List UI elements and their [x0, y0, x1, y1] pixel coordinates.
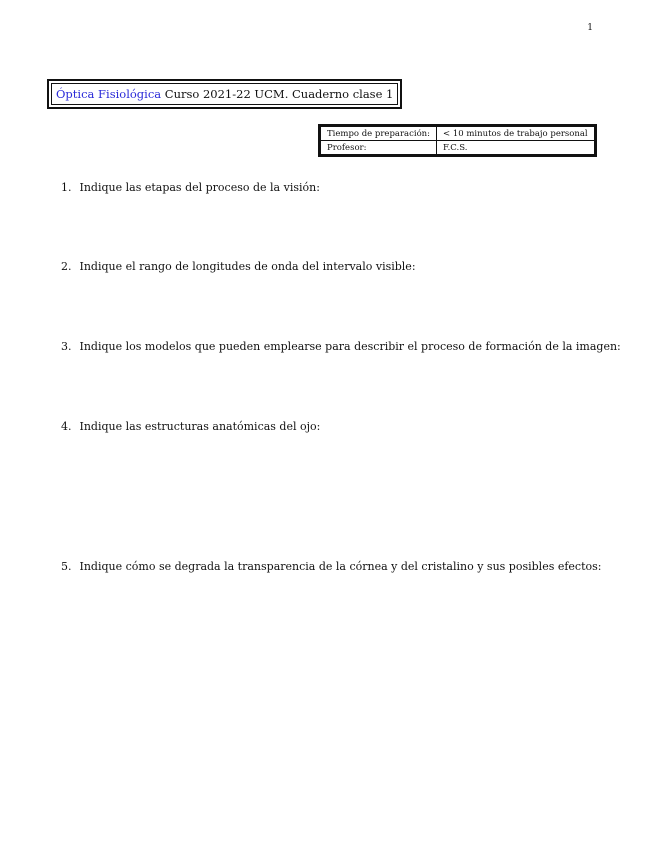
question-text: Indique el rango de longitudes de onda del intervalo visible: [79, 260, 416, 273]
question-2 [61, 260, 416, 274]
question-text: Indique los modelos que pueden emplearse para describir el proceso de formación de la imagen: [79, 340, 621, 353]
question-number: 1. [61, 181, 72, 194]
course-subtitle: Curso 2021-22 UCM. Cuaderno clase 1 [164, 87, 394, 101]
question-text: Indique cómo se degrada la transparencia de la córnea y del cristalino y sus posibles efectos: [79, 560, 602, 573]
question-number: 5. [61, 560, 72, 573]
course-title [51, 83, 398, 105]
question-text: Indique las estructuras anatómicas del ojo: [79, 420, 321, 433]
question-3 [61, 340, 621, 354]
course-title-box [47, 79, 402, 109]
info-row-professor [320, 141, 596, 156]
info-label: Profesor: [320, 141, 437, 156]
page-number: 1 [587, 23, 593, 33]
question-4 [61, 420, 320, 434]
question-number: 2. [61, 260, 72, 273]
course-name-link[interactable]: Óptica Fisiológica [56, 87, 162, 101]
question-number: 4. [61, 420, 72, 433]
info-label: Tiempo de preparación: [320, 126, 437, 141]
info-row-preparation-time [320, 126, 596, 141]
question-5 [61, 560, 602, 574]
question-number: 3. [61, 340, 72, 353]
info-table [318, 124, 597, 157]
question-1 [61, 181, 320, 195]
question-text: Indique las etapas del proceso de la visión: [79, 181, 320, 194]
info-value: F.C.S. [437, 141, 596, 156]
info-value: < 10 minutos de trabajo personal [437, 126, 596, 141]
